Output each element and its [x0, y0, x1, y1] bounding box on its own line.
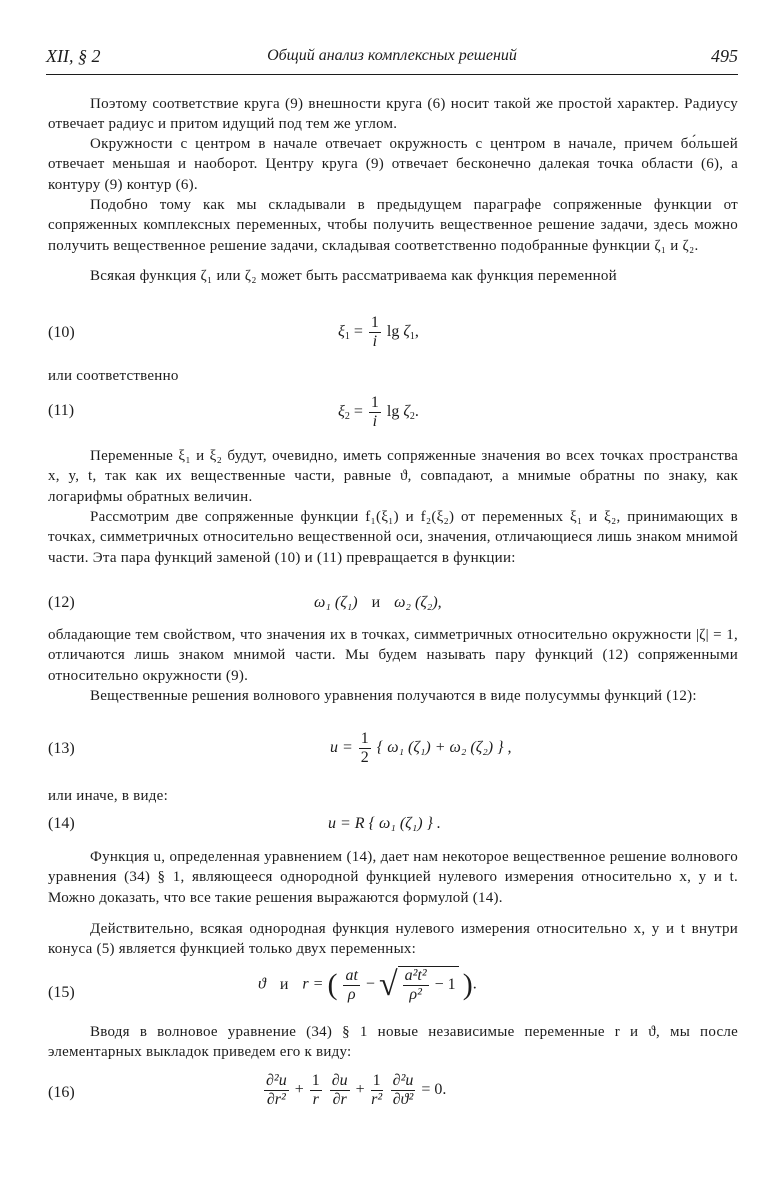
equation-label: (10) — [48, 324, 75, 341]
page-number: 495 — [711, 46, 738, 66]
equation-body: ω₁ (ζ₁) и ω₂ (ζ₂), — [314, 594, 442, 611]
equation-body: $\frac{\text{∂²u}}{\text{∂r²}}$ + $\frac{1}{r}$ $\frac{\partial u}{\partial r}$ + $\frac{1}{\text{r²}}$ $\frac{\text{∂²u}}{\text{∂ϑ²}}$ = 0. — [266, 1072, 447, 1108]
equation-13 — [48, 730, 738, 774]
paragraph-5: Переменные ξ₁ и ξ₂ будут, очевидно, иметь сопряженные значения во всех точках пространства x, y, t, так как их вещественные части, равные ϑ, совпадают, а мнимые обратны по знаку, как логарифмы обратных величин. — [48, 448, 738, 505]
equation-body: u = R { ω₁ (ζ₁) } . — [328, 815, 441, 832]
equation-body: $\xi_2$ = $\frac{1}{i}$ $\lg \zeta_2$. — [338, 394, 419, 430]
header-rule — [46, 74, 738, 75]
paragraph-4: Всякая функция ζ₁ или ζ₂ может быть рассматриваема как функция переменной — [90, 268, 617, 284]
running-header — [46, 46, 738, 70]
equation-body: ϑ и r = ( $\frac{at}{\rho}$ − √ $\frac{\text{a²t²}}{\text{ρ²}}$ − 1 ). — [258, 966, 477, 1003]
connector-text-13-14: или иначе, в виде: — [48, 788, 169, 804]
paragraph-9: Функция u, определенная уравнением (14), дает нам некоторое вещественное решение волнового уравнения (34) § 1, являющееся однородной функцией нулевого измерения относительно x, y и t. Можно доказать, что все такие решения выражаются формулой (14). — [48, 849, 738, 906]
paragraph-2: Окружности с центром в начале отвечает окружность с центром в начале, причем бо́льшей отвечает меньшая и наоборот. Центру круга (9) отвечает бесконечно далекая точка области (6), а контуру (9) контур (6). — [48, 136, 738, 193]
equation-10 — [48, 314, 738, 354]
equation-14 — [48, 815, 738, 841]
equation-label: (15) — [48, 984, 75, 1001]
paragraph-8: Вещественные решения волнового уравнения получаются в виде полусуммы функций (12): — [90, 688, 697, 704]
equation-11 — [48, 394, 738, 434]
chapter-section: XII, § 2 — [46, 46, 101, 66]
paragraph-1: Поэтому соответствие круга (9) внешности круга (6) носит такой же простой характер. Радиусу отвечает радиус и притом идущий под тем же углом. — [48, 96, 738, 133]
equation-12 — [48, 594, 738, 620]
connector-text-10-11: или соответственно — [48, 368, 179, 384]
paragraph-7: обладающие тем свойством, что значения их в точках, симметричных относительно окружности |ζ| = 1, отличаются лишь знаком мнимой части. Мы будем называть пару функций (12) сопряженными относительно окружности (9). — [48, 627, 738, 684]
paragraph-6: Рассмотрим две сопряженные функции f₁(ξ₁) и f₂(ξ₂) от переменных ξ₁ и ξ₂, принимающих в точках, симметричных относительно вещественной оси, значения, отличающиеся лишь знаком мнимой части. Эта пара функций заменой (10) и (11) превращается в функции: — [48, 509, 738, 566]
equation-label: (11) — [48, 402, 75, 419]
equation-label: (16) — [48, 1084, 75, 1101]
paragraph-11: Вводя в волновое уравнение (34) § 1 новые независимые переменные r и ϑ, мы после элементарных выкладок приведем его к виду: — [48, 1024, 738, 1061]
equation-16 — [48, 1072, 738, 1118]
running-title: Общий анализ комплексных решений — [267, 47, 517, 64]
equation-body: u = $\frac{1}{2}$ { ω₁ (ζ₁) + ω₂ (ζ₂) } , — [330, 730, 512, 766]
equation-label: (13) — [48, 740, 75, 757]
equation-body: $\xi_1$ = $\frac{1}{i}$ $\lg \zeta_1$, — [338, 314, 419, 350]
equation-label: (12) — [48, 594, 75, 611]
paragraph-3: Подобно тому как мы складывали в предыдущем параграфе сопряженные функции от сопряженных комплексных переменных, чтобы получить вещественное решение задачи, здесь можно получить вещественное решение задачи, складывая соответственно подобранные функции ζ₁ и ζ₂. — [48, 197, 738, 254]
paragraph-10: Действительно, всякая однородная функция нулевого измерения относительно x, y и t внутри конуса (5) является функцией только двух переменных: — [48, 921, 738, 958]
equation-15 — [48, 966, 738, 1022]
equation-label: (14) — [48, 815, 75, 832]
